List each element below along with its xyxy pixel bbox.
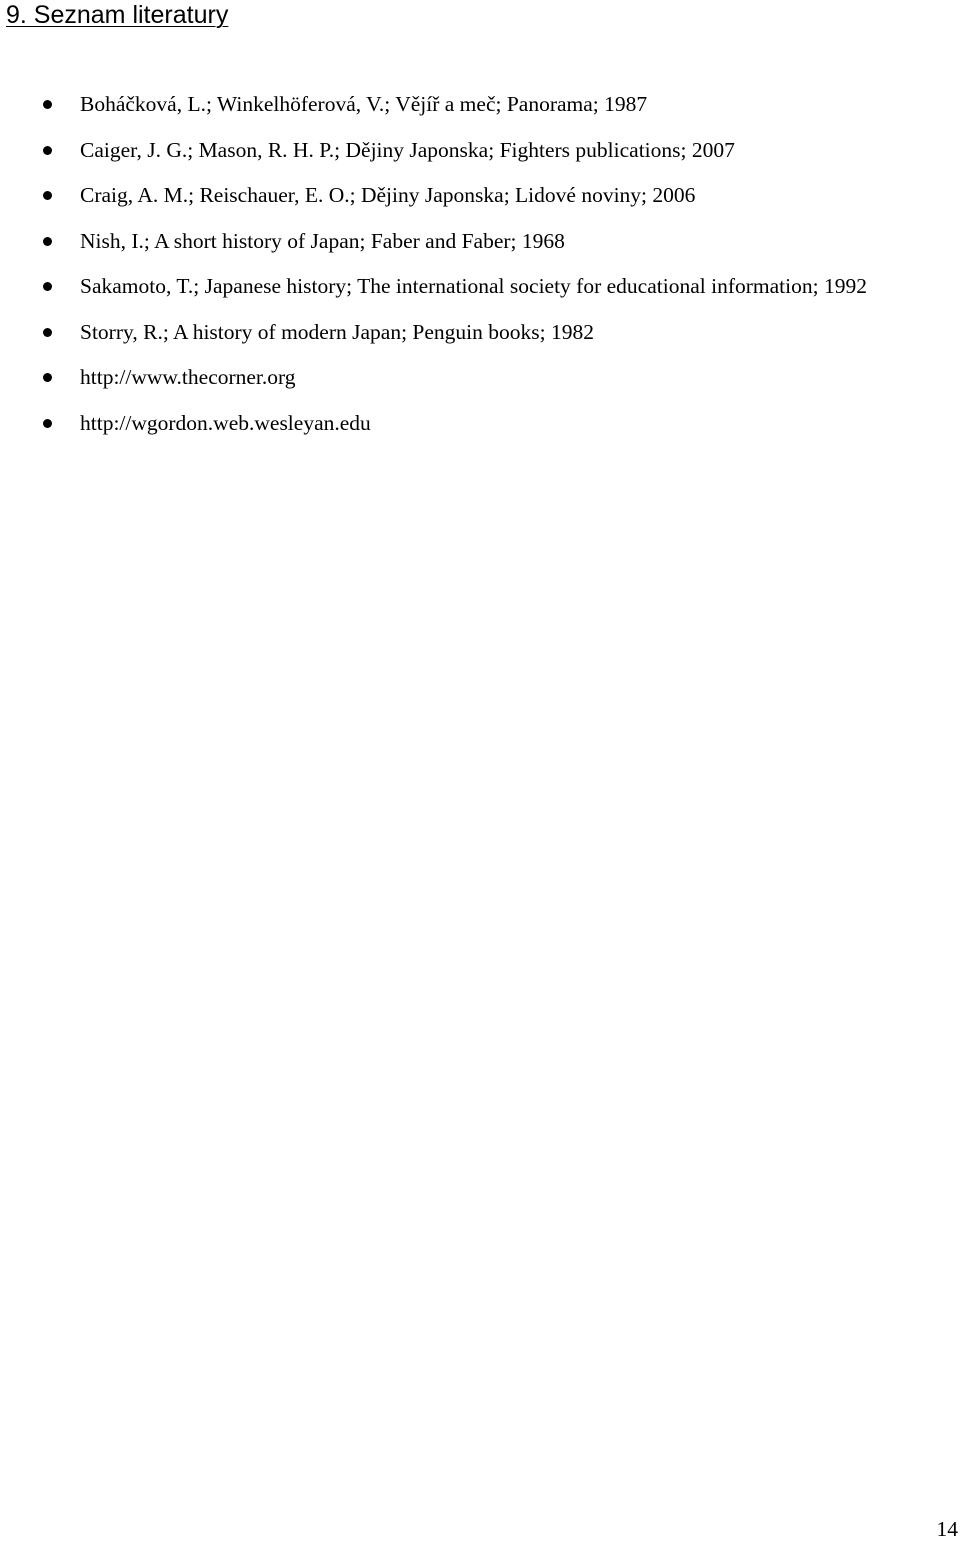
reference-item [0, 219, 960, 265]
bullet-icon [43, 419, 52, 428]
section-title: 9. Seznam literatury [6, 1, 229, 29]
reference-url: http://www.thecorner.org [80, 365, 296, 389]
reference-item [0, 310, 960, 356]
reference-text: Craig, A. M.; Reischauer, E. O.; Dějiny Japonska; Lidové noviny; 2006 [80, 183, 696, 207]
bullet-icon [43, 146, 52, 155]
bullet-icon [43, 328, 52, 337]
reference-item [0, 173, 960, 219]
reference-item [0, 355, 960, 401]
bullet-icon [43, 282, 52, 291]
page-number: 14 [936, 1517, 958, 1541]
bullet-icon [43, 237, 52, 246]
reference-url: http://wgordon.web.wesleyan.edu [80, 410, 371, 435]
reference-item [0, 401, 960, 447]
bullet-icon [43, 373, 52, 382]
reference-text: Caiger, J. G.; Mason, R. H. P.; Dějiny Japonska; Fighters publications; 2007 [80, 137, 735, 162]
reference-list [0, 82, 960, 446]
bullet-icon [43, 191, 52, 200]
reference-text: Nish, I.; A short history of Japan; Faber and Faber; 1968 [80, 228, 565, 253]
bullet-icon [43, 100, 52, 109]
reference-item [0, 264, 960, 310]
reference-text: Storry, R.; A history of modern Japan; Penguin books; 1982 [80, 319, 594, 344]
reference-item [0, 82, 960, 128]
reference-text: Boháčková, L.; Winkelhöferová, V.; Vějíř a meč; Panorama; 1987 [80, 92, 648, 116]
reference-item [0, 128, 960, 174]
reference-text: Sakamoto, T.; Japanese history; The international society for educational information; 1992 [80, 274, 867, 298]
